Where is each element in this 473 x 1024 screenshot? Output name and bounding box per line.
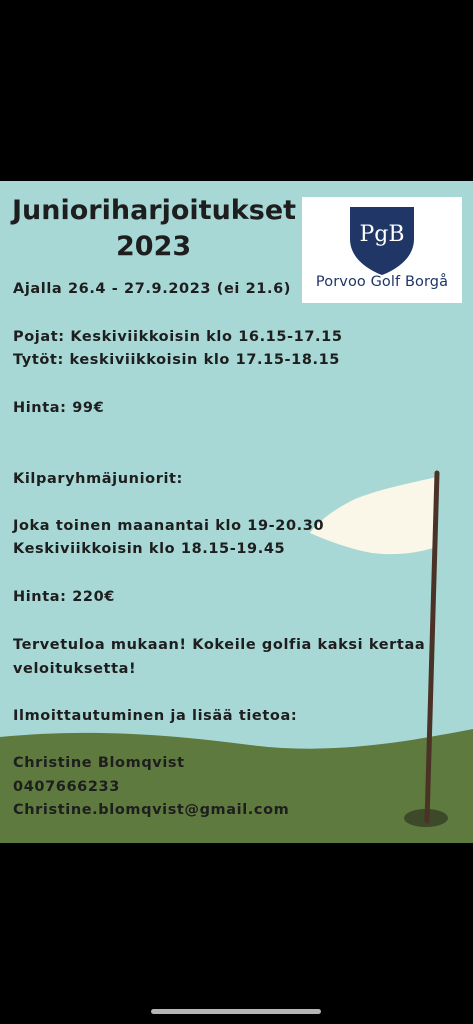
home-indicator[interactable] (151, 1009, 321, 1014)
signup-heading: Ilmoittautuminen ja lisää tietoa: (13, 708, 298, 724)
flag (310, 477, 437, 554)
club-logo (302, 197, 462, 303)
title-year: 2023 (116, 231, 192, 262)
competition-heading: Kilparyhmäjuniorit: (13, 471, 183, 487)
contact-name: Christine Blomqvist (13, 755, 185, 771)
shield-icon (302, 197, 462, 277)
contact-email: Christine.blomqvist@gmail.com (13, 802, 290, 818)
svg-text:PgB: PgB (359, 222, 405, 247)
contact-phone: 0407666233 (13, 779, 120, 795)
poster (0, 181, 473, 843)
title-line-1: Junioriharjoitukset (12, 195, 297, 226)
price-juniors: Hinta: 99€ (13, 400, 105, 416)
price-competition: Hinta: 220€ (13, 589, 115, 605)
page-title (12, 193, 302, 265)
club-name: Porvoo Golf Borgå (315, 274, 449, 290)
schedule-boys: Pojat: Keskiviikkoisin klo 16.15-17.15 (13, 329, 343, 345)
competition-schedule-2: Keskiviikkoisin klo 18.15-19.45 (13, 541, 286, 557)
training-period: Ajalla 26.4 - 27.9.2023 (ei 21.6) (13, 281, 292, 297)
competition-schedule-1: Joka toinen maanantai klo 19-20.30 (13, 518, 325, 534)
schedule-girls: Tytöt: keskiviikkoisin klo 17.15-18.15 (13, 352, 340, 368)
welcome-text: Tervetuloa mukaan! Kokeile golfia kaksi kertaa veloituksetta! (13, 637, 426, 677)
